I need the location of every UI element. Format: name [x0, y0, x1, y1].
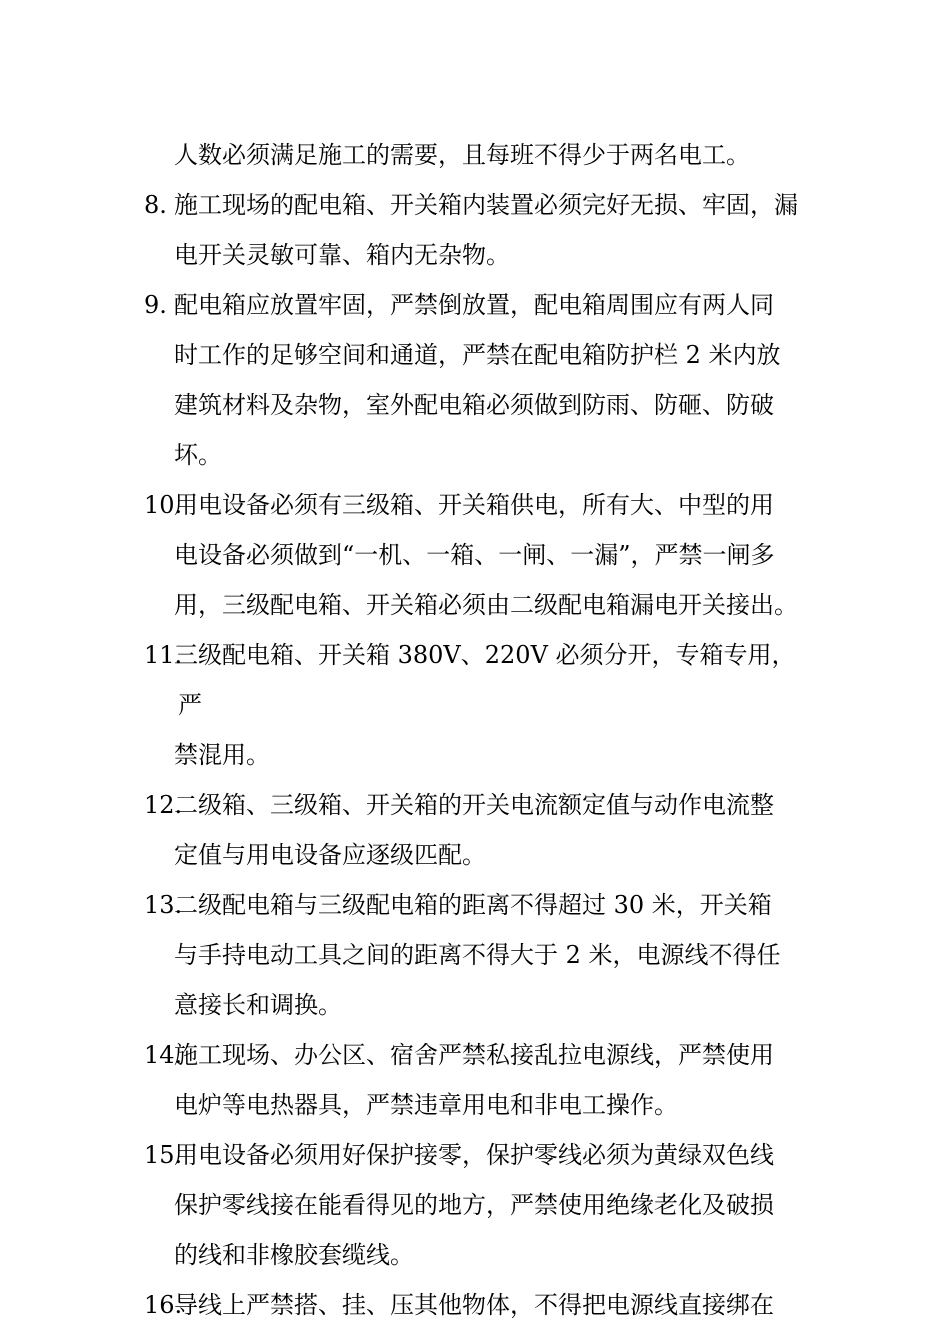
- item-line: 用电设备必须有三级箱、开关箱供电，所有大、中型的用: [174, 491, 774, 519]
- item-line: 三级配电箱、开关箱 380V、220V 必须分开，专箱专用，严: [174, 641, 796, 719]
- continuation-paragraph: 人数必须满足施工的需要，且每班不得少于两名电工。: [174, 141, 750, 169]
- item-line: 配电箱应放置牢固，严禁倒放置，配电箱周围应有两人同: [174, 291, 774, 319]
- item-number: 10.: [144, 491, 183, 519]
- item-number: 8.: [144, 191, 167, 219]
- list-item-10: [0, 480, 950, 630]
- list-item-9: [0, 280, 950, 480]
- item-line: 电炉等电热器具，严禁违章用电和非电工操作。: [174, 1091, 678, 1119]
- list-item-15: [0, 1130, 950, 1280]
- item-line: 禁混用。: [174, 741, 270, 769]
- item-line: 施工现场的配电箱、开关箱内装置必须完好无损、牢固，漏: [174, 191, 798, 219]
- item-number: 13.: [144, 891, 183, 919]
- item-line: 施工现场、办公区、宿舍严禁私接乱拉电源线，严禁使用: [174, 1041, 774, 1069]
- item-line: 的线和非橡胶套缆线。: [174, 1241, 414, 1269]
- item-number: 15.: [144, 1141, 183, 1169]
- list-item-14: [0, 1030, 950, 1130]
- item-line: 导线上严禁搭、挂、压其他物体，不得把电源线直接绑在: [174, 1291, 774, 1319]
- item-line: 意接长和调换。: [174, 991, 342, 1019]
- item-line: 电开关灵敏可靠、箱内无杂物。: [174, 241, 510, 269]
- item-number: 11.: [144, 641, 183, 669]
- item-line: 建筑材料及杂物，室外配电箱必须做到防雨、防砸、防破坏。: [174, 391, 774, 469]
- item-line: 与手持电动工具之间的距离不得大于 2 米，电源线不得任: [174, 941, 781, 969]
- item-line: 保护零线接在能看得见的地方，严禁使用绝缘老化及破损: [174, 1191, 774, 1219]
- item-line: 用，三级配电箱、开关箱必须由二级配电箱漏电开关接出。: [174, 591, 798, 619]
- item-line: 电设备必须做到“一机、一箱、一闸、一漏”，严禁一闸多: [174, 541, 775, 569]
- item-line: 时工作的足够空间和通道，严禁在配电箱防护栏 2 米内放: [174, 341, 781, 369]
- list-item-13: [0, 880, 950, 1030]
- item-line: 二级配电箱与三级配电箱的距离不得超过 30 米，开关箱: [174, 891, 772, 919]
- item-number: 12.: [144, 791, 183, 819]
- list-item-8: [0, 180, 950, 280]
- item-line: 定值与用电设备应逐级匹配。: [174, 841, 486, 869]
- item-number: 14.: [144, 1041, 183, 1069]
- item-number: 9.: [144, 291, 167, 319]
- item-line: 用电设备必须用好保护接零，保护零线必须为黄绿双色线: [174, 1141, 774, 1169]
- list-item-11: [0, 630, 950, 780]
- item-line: 二级箱、三级箱、开关箱的开关电流额定值与动作电流整: [174, 791, 774, 819]
- list-item-12: [0, 780, 950, 880]
- item-number: 16.: [144, 1291, 183, 1319]
- numbered-list: [0, 180, 950, 1330]
- list-item-16: [0, 1280, 950, 1330]
